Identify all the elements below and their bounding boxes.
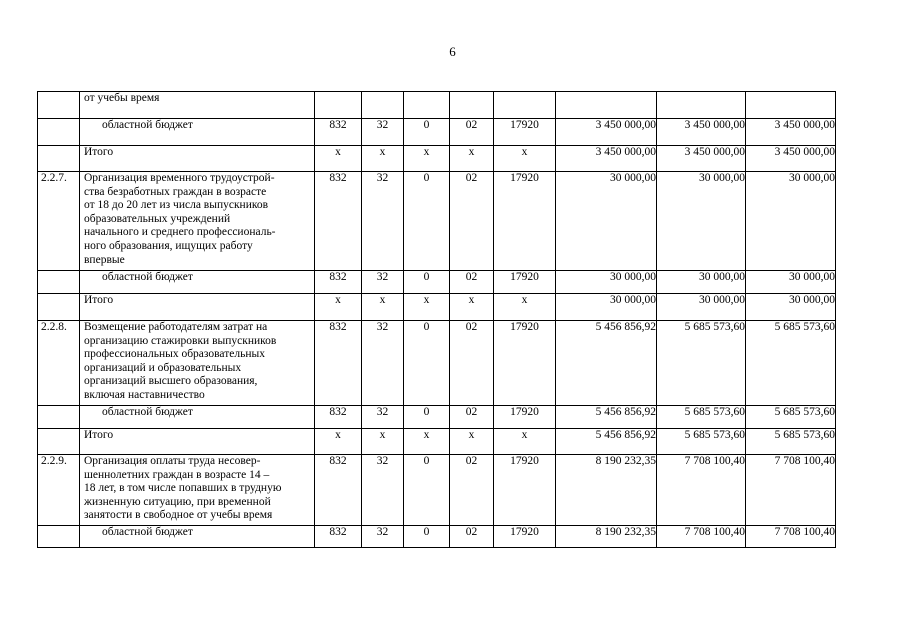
code-expense: 17920 — [494, 172, 556, 271]
item-name: Возмещение работодателям затрат на организацию стажировки выпускников профессиональных образовательных организаций и образовательных организаций высшего образования, включая наставничество — [80, 321, 315, 406]
budget-table — [37, 91, 836, 548]
amount-year-3: 30 000,00 — [746, 294, 836, 321]
item-number — [38, 294, 80, 321]
code-section — [362, 92, 404, 119]
item-name: Итого — [80, 429, 315, 455]
code-section: 32 — [362, 526, 404, 548]
page-number: 6 — [449, 44, 456, 59]
item-name: Организация оплаты труда несовер- шеннолетних граждан в возрасте 14 – 18 лет, в том числе попавших в трудную жизненную ситуацию, при временной занятости в свободное от учебы время — [80, 455, 315, 526]
amount-year-2: 30 000,00 — [657, 172, 746, 271]
code-expense: х — [494, 146, 556, 172]
table-row — [38, 321, 836, 406]
code-target: х — [450, 429, 494, 455]
item-number: 2.2.8. — [38, 321, 80, 406]
code-section: 32 — [362, 271, 404, 294]
code-ministry: 832 — [315, 119, 362, 146]
amount-year-3: 3 450 000,00 — [746, 146, 836, 172]
code-section: 32 — [362, 406, 404, 429]
amount-year-3: 5 685 573,60 — [746, 429, 836, 455]
code-subsection: 0 — [404, 526, 450, 548]
code-target: х — [450, 294, 494, 321]
code-expense: 17920 — [494, 455, 556, 526]
code-section: 32 — [362, 455, 404, 526]
code-section: х — [362, 294, 404, 321]
amount-year-1: 5 456 856,92 — [556, 406, 657, 429]
amount-year-1: 8 190 232,35 — [556, 455, 657, 526]
item-name: от учебы время — [80, 92, 315, 119]
code-target — [450, 92, 494, 119]
code-subsection: 0 — [404, 172, 450, 271]
table-row — [38, 455, 836, 526]
amount-year-3: 7 708 100,40 — [746, 526, 836, 548]
code-expense — [494, 92, 556, 119]
code-target: 02 — [450, 406, 494, 429]
amount-year-1: 5 456 856,92 — [556, 321, 657, 406]
table-row — [38, 406, 836, 429]
code-expense: х — [494, 429, 556, 455]
code-target: 02 — [450, 321, 494, 406]
amount-year-2: 5 685 573,60 — [657, 429, 746, 455]
item-number: 2.2.7. — [38, 172, 80, 271]
code-subsection: 0 — [404, 455, 450, 526]
code-ministry: х — [315, 146, 362, 172]
item-name: областной бюджет — [80, 271, 315, 294]
amount-year-3: 5 685 573,60 — [746, 321, 836, 406]
item-number — [38, 119, 80, 146]
code-ministry: 832 — [315, 406, 362, 429]
table-row — [38, 146, 836, 172]
item-name: Организация временного трудоустрой- ства безработных граждан в возрасте от 18 до 20 лет из числа выпускников образовательных учреждений начального и среднего профессиональ- ного образования, ищущих работу впервые — [80, 172, 315, 271]
code-expense: 17920 — [494, 119, 556, 146]
amount-year-1 — [556, 92, 657, 119]
code-target: 02 — [450, 526, 494, 548]
amount-year-2: 30 000,00 — [657, 294, 746, 321]
code-expense: х — [494, 294, 556, 321]
amount-year-2: 7 708 100,40 — [657, 526, 746, 548]
table-row — [38, 294, 836, 321]
code-subsection: 0 — [404, 321, 450, 406]
code-target: 02 — [450, 271, 494, 294]
item-number — [38, 146, 80, 172]
amount-year-3: 30 000,00 — [746, 271, 836, 294]
amount-year-3: 5 685 573,60 — [746, 406, 836, 429]
code-subsection: 0 — [404, 406, 450, 429]
code-subsection: 0 — [404, 271, 450, 294]
amount-year-2: 5 685 573,60 — [657, 406, 746, 429]
code-subsection: х — [404, 429, 450, 455]
table-row — [38, 92, 836, 119]
code-expense: 17920 — [494, 271, 556, 294]
item-number — [38, 429, 80, 455]
code-section: 32 — [362, 172, 404, 271]
amount-year-1: 3 450 000,00 — [556, 119, 657, 146]
code-expense: 17920 — [494, 526, 556, 548]
code-subsection — [404, 92, 450, 119]
code-subsection: 0 — [404, 119, 450, 146]
amount-year-2: 30 000,00 — [657, 271, 746, 294]
item-number — [38, 526, 80, 548]
table-row — [38, 172, 836, 271]
item-name: Итого — [80, 146, 315, 172]
amount-year-2 — [657, 92, 746, 119]
amount-year-2: 3 450 000,00 — [657, 146, 746, 172]
amount-year-3: 7 708 100,40 — [746, 455, 836, 526]
amount-year-1: 30 000,00 — [556, 294, 657, 321]
code-section: х — [362, 429, 404, 455]
item-name: областной бюджет — [80, 406, 315, 429]
code-expense: 17920 — [494, 406, 556, 429]
amount-year-2: 5 685 573,60 — [657, 321, 746, 406]
code-expense: 17920 — [494, 321, 556, 406]
item-number — [38, 406, 80, 429]
table-row — [38, 526, 836, 548]
code-ministry: 832 — [315, 321, 362, 406]
table-row — [38, 119, 836, 146]
item-number: 2.2.9. — [38, 455, 80, 526]
code-ministry — [315, 92, 362, 119]
amount-year-3: 3 450 000,00 — [746, 119, 836, 146]
amount-year-1: 5 456 856,92 — [556, 429, 657, 455]
code-target: 02 — [450, 172, 494, 271]
code-ministry: 832 — [315, 271, 362, 294]
code-subsection: х — [404, 294, 450, 321]
amount-year-2: 7 708 100,40 — [657, 455, 746, 526]
item-name: Итого — [80, 294, 315, 321]
amount-year-3: 30 000,00 — [746, 172, 836, 271]
table-row — [38, 271, 836, 294]
code-subsection: х — [404, 146, 450, 172]
item-name: областной бюджет — [80, 119, 315, 146]
code-section: х — [362, 146, 404, 172]
item-name: областной бюджет — [80, 526, 315, 548]
amount-year-2: 3 450 000,00 — [657, 119, 746, 146]
code-ministry: х — [315, 429, 362, 455]
code-section: 32 — [362, 119, 404, 146]
code-ministry: 832 — [315, 455, 362, 526]
amount-year-1: 30 000,00 — [556, 271, 657, 294]
item-number — [38, 92, 80, 119]
code-section: 32 — [362, 321, 404, 406]
code-ministry: 832 — [315, 526, 362, 548]
amount-year-1: 30 000,00 — [556, 172, 657, 271]
code-target: 02 — [450, 455, 494, 526]
item-number — [38, 271, 80, 294]
code-target: х — [450, 146, 494, 172]
code-target: 02 — [450, 119, 494, 146]
code-ministry: х — [315, 294, 362, 321]
amount-year-3 — [746, 92, 836, 119]
amount-year-1: 8 190 232,35 — [556, 526, 657, 548]
code-ministry: 832 — [315, 172, 362, 271]
table-row — [38, 429, 836, 455]
amount-year-1: 3 450 000,00 — [556, 146, 657, 172]
